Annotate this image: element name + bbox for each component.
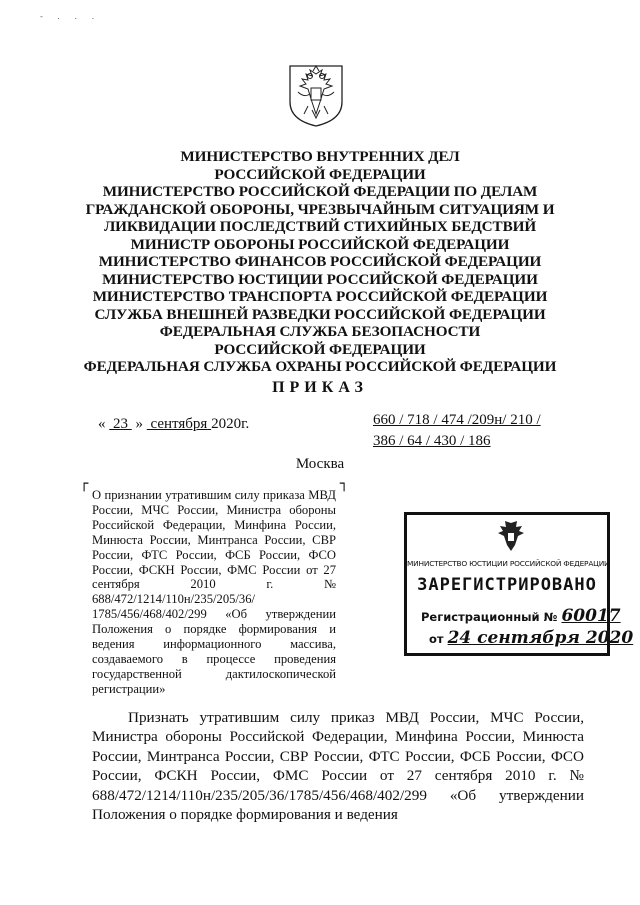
ministry-line: РОССИЙСКОЙ ФЕДЕРАЦИИ xyxy=(214,340,426,358)
order-number-line-2: 386 / 64 / 430 / 186 xyxy=(373,433,491,449)
ministry-line: СЛУЖБА ВНЕШНЕЙ РАЗВЕДКИ РОССИЙСКОЙ ФЕДЕРАЦИИ xyxy=(94,305,546,323)
registration-stamp xyxy=(404,512,634,656)
ministry-line: ЛИКВИДАЦИИ ПОСЛЕДСТВИЙ СТИХИЙНЫХ БЕДСТВИЙ xyxy=(103,218,537,235)
stamp-emblem-icon xyxy=(495,519,527,555)
coat-of-arms-emblem xyxy=(284,62,348,128)
scan-corner-mark: - . . . xyxy=(40,12,101,21)
order-body xyxy=(92,708,584,824)
ministry-line: МИНИСТЕРСТВО ЮСТИЦИИ РОССИЙСКОЙ ФЕДЕРАЦИИ xyxy=(102,270,538,288)
stamp-registration xyxy=(421,606,621,626)
date-month: сентября xyxy=(150,416,208,432)
stamp-ministry: МИНИСТЕРСТВО ЮСТИЦИИ РОССИЙСКОЙ ФЕДЕРАЦИИ xyxy=(407,559,610,568)
ministry-line: МИНИСТЕРСТВО ТРАНСПОРТА РОССИЙСКОЙ ФЕДЕРАЦИИ xyxy=(92,288,548,305)
stamp-date-value: 24 сентября 2020 xyxy=(447,628,634,648)
order-date xyxy=(98,416,249,433)
ministry-line: ГРАЖДАНСКОЙ ОБОРОНЫ, ЧРЕЗВЫЧАЙНЫМ СИТУАЦИЯМ И xyxy=(85,200,555,218)
ministry-line: МИНИСТЕРСТВО ВНУТРЕННИХ ДЕЛ xyxy=(180,148,460,165)
ministry-line: ФЕДЕРАЛЬНАЯ СЛУЖБА ОХРАНЫ РОССИЙСКОЙ ФЕДЕРАЦИИ xyxy=(83,358,557,375)
date-close-quote: » xyxy=(135,416,143,432)
stamp-reg-number: 60017 xyxy=(561,606,621,626)
bracket-corner-right: ┐ xyxy=(340,476,349,492)
body-paragraph: Признать утратившим силу приказ МВД России, МЧС России, Министра обороны Российской Федерации, Минфина России, Минюста России, Минтранса России, СВР России, ФТС России, ФСБ России, ФСО России, ФСКН России, ФМС России от 27 сентября 2010 г. № 688/472/1214/110н/235/205/36/1785/456/468/402/299 «Об утверждении Положения о порядке формирования и ведения xyxy=(92,709,584,824)
date-open-quote: « xyxy=(98,416,106,432)
stamp-reg-label: Регистрационный № xyxy=(421,610,558,624)
ministry-line: МИНИСТЕРСТВО РОССИЙСКОЙ ФЕДЕРАЦИИ ПО ДЕЛАМ xyxy=(102,183,538,200)
stamp-date xyxy=(429,628,633,648)
order-subject: О признании утратившим силу приказа МВД России, МЧС России, Министра обороны Российской Федерации, Минфина России, Минюста России, Минтранса России, СВР России, ФТС России, ФСБ России, ФСО России, ФСКН России, ФМС России от 27 сентября 2010 г. № 688/472/1214/110н/235/205/36/ 1785/456/468/402/299 «Об утверждении Положения о порядке формирования и ведения информационного массива, создаваемого в процессе проведения государственной дактилоскопической регистрации» xyxy=(92,488,336,696)
stamp-status: ЗАРЕГИСТРИРОВАНО xyxy=(417,575,597,595)
order-number-line-1: 660 / 718 / 474 /209н/ 210 / xyxy=(373,412,541,428)
city: Москва xyxy=(295,456,345,472)
issuing-authorities xyxy=(60,148,580,376)
date-year: 2020г. xyxy=(211,416,250,432)
ministry-line: РОССИЙСКОЙ ФЕДЕРАЦИИ xyxy=(214,165,426,183)
bracket-corner-left: ┌ xyxy=(80,476,89,492)
date-day: 23 xyxy=(113,416,128,432)
stamp-date-label: от xyxy=(429,632,444,646)
ministry-line: МИНИСТЕРСТВО ФИНАНСОВ РОССИЙСКОЙ ФЕДЕРАЦИИ xyxy=(98,253,542,270)
document-title: ПРИКАЗ xyxy=(272,379,368,396)
ministry-line: МИНИСТР ОБОРОНЫ РОССИЙСКОЙ ФЕДЕРАЦИИ xyxy=(130,235,510,253)
ministry-line: ФЕДЕРАЛЬНАЯ СЛУЖБА БЕЗОПАСНОСТИ xyxy=(159,323,481,340)
